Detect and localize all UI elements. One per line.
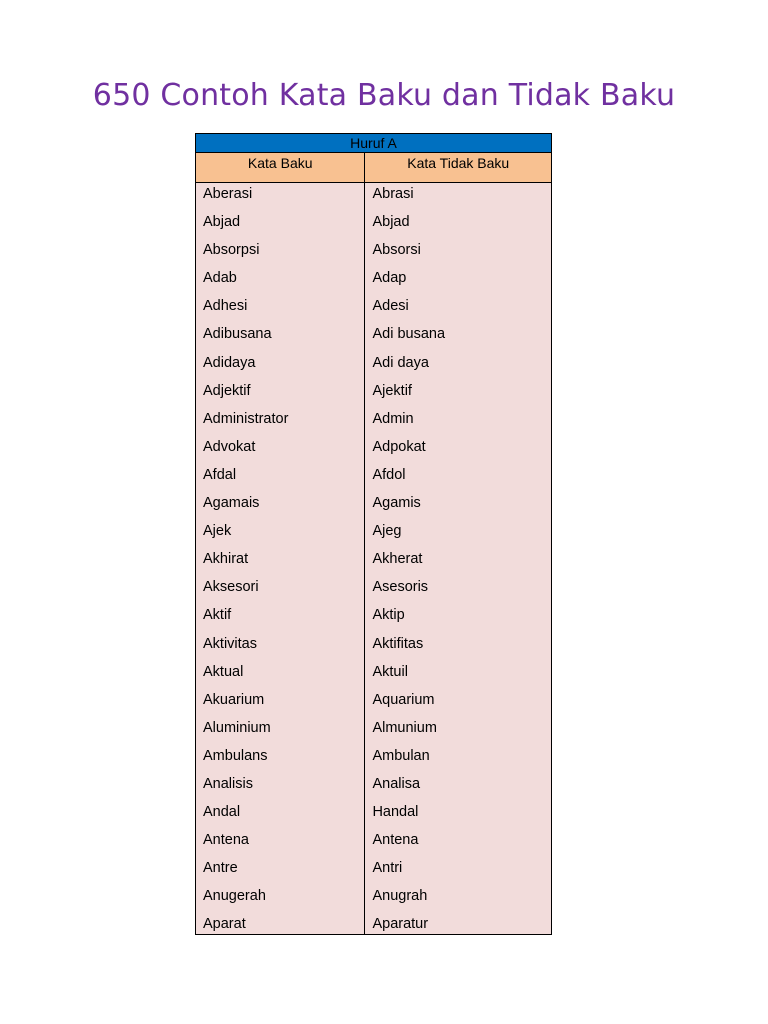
table-row xyxy=(196,240,552,268)
column-header-row xyxy=(196,153,552,183)
cell-kata-tidak-baku: Agamis xyxy=(365,493,552,521)
cell-kata-tidak-baku: Absorsi xyxy=(365,240,552,268)
page-title: 650 Contoh Kata Baku dan Tidak Baku xyxy=(92,78,676,113)
table-row xyxy=(196,690,552,718)
table-row xyxy=(196,521,552,549)
table-row xyxy=(196,296,552,324)
cell-kata-baku: Ajek xyxy=(196,521,365,549)
table-row xyxy=(196,437,552,465)
cell-kata-tidak-baku: Ajektif xyxy=(365,381,552,409)
cell-kata-baku: Aberasi xyxy=(196,183,365,213)
cell-kata-baku: Antre xyxy=(196,858,365,886)
cell-kata-baku: Afdal xyxy=(196,465,365,493)
cell-kata-tidak-baku: Aktip xyxy=(365,605,552,633)
cell-kata-baku: Anugerah xyxy=(196,886,365,914)
table-row xyxy=(196,718,552,746)
cell-kata-baku: Analisis xyxy=(196,774,365,802)
cell-kata-baku: Aksesori xyxy=(196,577,365,605)
table-row xyxy=(196,634,552,662)
table-row xyxy=(196,886,552,914)
cell-kata-tidak-baku: Analisa xyxy=(365,774,552,802)
cell-kata-tidak-baku: Ambulan xyxy=(365,746,552,774)
cell-kata-baku: Ambulans xyxy=(196,746,365,774)
section-header-row xyxy=(196,134,552,153)
cell-kata-tidak-baku: Aparatur xyxy=(365,914,552,935)
table-row xyxy=(196,465,552,493)
table-row xyxy=(196,268,552,296)
table-row xyxy=(196,830,552,858)
table-row xyxy=(196,774,552,802)
section-header: Huruf A xyxy=(196,134,552,153)
table-row xyxy=(196,212,552,240)
cell-kata-baku: Agamais xyxy=(196,493,365,521)
column-header-kata-tidak-baku: Kata Tidak Baku xyxy=(365,153,552,183)
cell-kata-tidak-baku: Anugrah xyxy=(365,886,552,914)
cell-kata-tidak-baku: Admin xyxy=(365,409,552,437)
cell-kata-baku: Administrator xyxy=(196,409,365,437)
table-row xyxy=(196,914,552,935)
cell-kata-tidak-baku: Abjad xyxy=(365,212,552,240)
table-row xyxy=(196,549,552,577)
cell-kata-tidak-baku: Ajeg xyxy=(365,521,552,549)
table-row xyxy=(196,746,552,774)
cell-kata-tidak-baku: Aktifitas xyxy=(365,634,552,662)
cell-kata-baku: Advokat xyxy=(196,437,365,465)
table-row xyxy=(196,381,552,409)
cell-kata-baku: Abjad xyxy=(196,212,365,240)
cell-kata-baku: Akhirat xyxy=(196,549,365,577)
cell-kata-baku: Akuarium xyxy=(196,690,365,718)
cell-kata-tidak-baku: Akherat xyxy=(365,549,552,577)
table-row xyxy=(196,324,552,352)
cell-kata-tidak-baku: Adesi xyxy=(365,296,552,324)
cell-kata-tidak-baku: Asesoris xyxy=(365,577,552,605)
table-row xyxy=(196,577,552,605)
cell-kata-baku: Adidaya xyxy=(196,353,365,381)
table-row xyxy=(196,353,552,381)
table-row xyxy=(196,493,552,521)
cell-kata-tidak-baku: Abrasi xyxy=(365,183,552,213)
cell-kata-tidak-baku: Adi daya xyxy=(365,353,552,381)
cell-kata-baku: Antena xyxy=(196,830,365,858)
cell-kata-baku: Adibusana xyxy=(196,324,365,352)
table-row xyxy=(196,605,552,633)
cell-kata-tidak-baku: Handal xyxy=(365,802,552,830)
table-row xyxy=(196,662,552,690)
cell-kata-baku: Aparat xyxy=(196,914,365,935)
cell-kata-baku: Aluminium xyxy=(196,718,365,746)
table-row xyxy=(196,409,552,437)
cell-kata-tidak-baku: Antri xyxy=(365,858,552,886)
table-row xyxy=(196,858,552,886)
word-table xyxy=(195,133,552,935)
cell-kata-baku: Andal xyxy=(196,802,365,830)
cell-kata-tidak-baku: Antena xyxy=(365,830,552,858)
cell-kata-tidak-baku: Adi busana xyxy=(365,324,552,352)
cell-kata-baku: Absorpsi xyxy=(196,240,365,268)
column-header-kata-baku: Kata Baku xyxy=(196,153,365,183)
cell-kata-baku: Aktual xyxy=(196,662,365,690)
cell-kata-baku: Adab xyxy=(196,268,365,296)
cell-kata-tidak-baku: Aquarium xyxy=(365,690,552,718)
cell-kata-tidak-baku: Aktuil xyxy=(365,662,552,690)
table-row xyxy=(196,802,552,830)
cell-kata-tidak-baku: Adpokat xyxy=(365,437,552,465)
cell-kata-baku: Adjektif xyxy=(196,381,365,409)
cell-kata-baku: Aktivitas xyxy=(196,634,365,662)
table-body xyxy=(196,183,552,935)
cell-kata-baku: Aktif xyxy=(196,605,365,633)
cell-kata-tidak-baku: Afdol xyxy=(365,465,552,493)
table-row xyxy=(196,183,552,213)
cell-kata-tidak-baku: Almunium xyxy=(365,718,552,746)
cell-kata-tidak-baku: Adap xyxy=(365,268,552,296)
cell-kata-baku: Adhesi xyxy=(196,296,365,324)
